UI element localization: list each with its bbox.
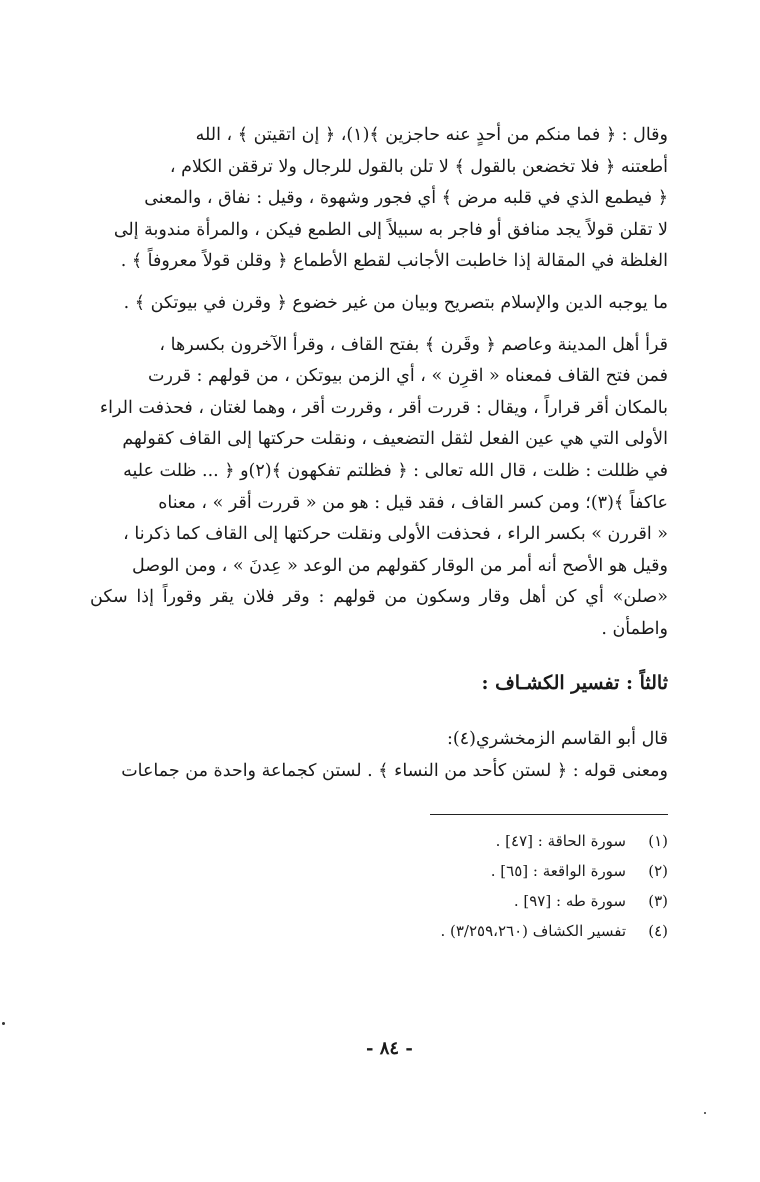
paragraph-4 bbox=[90, 724, 668, 787]
section-heading: ثالثاً : تفسير الكشـاف : bbox=[481, 672, 668, 694]
text-line: قال أبو القاسم الزمخشري(٤): bbox=[446, 729, 668, 749]
footnote-number: (١) bbox=[648, 832, 668, 850]
footnote-item bbox=[338, 886, 668, 916]
footnotes bbox=[338, 826, 668, 946]
page-number: - ٨٤ - bbox=[366, 1038, 413, 1059]
text-line: في ظللت : ظلت ، قال الله تعالى : ﴿ فظلتم تفكهون ﴾(٢)و ﴿ ... ظلت عليه bbox=[123, 460, 668, 481]
main-text bbox=[90, 120, 668, 646]
text-line: ﴿ فيطمع الذي في قلبه مرض ﴾ أي فجور وشهوة ، وقيل : نفاق ، والمعنى bbox=[144, 188, 668, 209]
text-line: الأولى التي هي عين الفعل لثقل التضعيف ، ونقلت حركتها إلى القاف كقولهم bbox=[122, 429, 668, 450]
footnote-item bbox=[338, 856, 668, 886]
footnote-divider bbox=[430, 814, 668, 815]
paragraph-2 bbox=[90, 288, 668, 320]
scan-speck bbox=[2, 1022, 5, 1025]
text-line: «صلن» أي كن أهل وقار وسكون من قولهم : وقر فلان يقر وقوراً إذا سكن واطمأن . bbox=[90, 587, 668, 639]
text-line: وقال : ﴿ فما منكم من أحدٍ عنه حاجزين ﴾(١)، ﴿ إن اتقيتن ﴾ ، الله bbox=[195, 125, 668, 145]
footnote-text: سورة الحاقة : [٤٧] . bbox=[495, 832, 626, 850]
text-line: ما يوجبه الدين والإسلام بتصريح وبيان من غير خضوع ﴿ وقرن في بيوتكن ﴾ . bbox=[123, 292, 668, 313]
text-line: بالمكان أقر قراراً ، ويقال : قررت أقر ، وقررت أقر ، وهما لغتان ، فحذفت الراء bbox=[99, 397, 668, 418]
text-line: الغلظة في المقالة إذا خاطبت الأجانب لقطع الأطماع ﴿ وقلن قولاً معروفاً ﴾ . bbox=[120, 251, 668, 272]
text-line: ومعنى قوله : ﴿ لستن كأحد من النساء ﴾ . لستن كجماعة واحدة من جماعات bbox=[121, 760, 668, 781]
footnote-item bbox=[338, 916, 668, 946]
footnote-text: تفسير الكشاف (٣/٢٥٩،٢٦٠) . bbox=[440, 922, 626, 940]
text-line: قرأ أهل المدينة وعاصم ﴿ وقَرن ﴾ بفتح القاف ، وقرأ الآخرون بكسرها ، bbox=[159, 334, 668, 355]
scan-speck bbox=[704, 1112, 706, 1114]
text-line: عاكفاً ﴾(٣)؛ ومن كسر القاف ، فقد قيل : هو من « قررت أقر » ، معناه bbox=[158, 492, 668, 513]
paragraph-1 bbox=[90, 120, 668, 278]
footnote-text: سورة الواقعة : [٦٥] . bbox=[490, 862, 626, 880]
footnote-text: سورة طه : [٩٧] . bbox=[513, 892, 626, 910]
text-line: وقيل هو الأصح أنه أمر من الوقار كقولهم من الوعد « عِدنَ » ، ومن الوصل bbox=[131, 555, 668, 576]
footnote-number: (٢) bbox=[648, 862, 668, 880]
text-line: أطعتنه ﴿ فلا تخضعن بالقول ﴾ لا تلن بالقول للرجال ولا ترققن الكلام ، bbox=[169, 156, 668, 177]
footnote-item bbox=[338, 826, 668, 856]
footnote-number: (٤) bbox=[648, 922, 668, 940]
text-line: « اقررن » بكسر الراء ، فحذفت الأولى ونقلت حركتها إلى القاف كما ذكرنا ، bbox=[123, 524, 668, 545]
after-heading-text bbox=[90, 724, 668, 787]
footnote-number: (٣) bbox=[648, 892, 668, 910]
paragraph-3 bbox=[90, 330, 668, 646]
text-line: فمن فتح القاف فمعناه « اقرِن » ، أي الزمن بيوتكن ، من قولهم : قررت bbox=[147, 366, 668, 387]
text-line: لا تقلن قولاً يجد منافق أو فاجر به سبيلاً إلى الطمع فيكن ، والمرأة مندوبة إلى bbox=[113, 219, 668, 240]
